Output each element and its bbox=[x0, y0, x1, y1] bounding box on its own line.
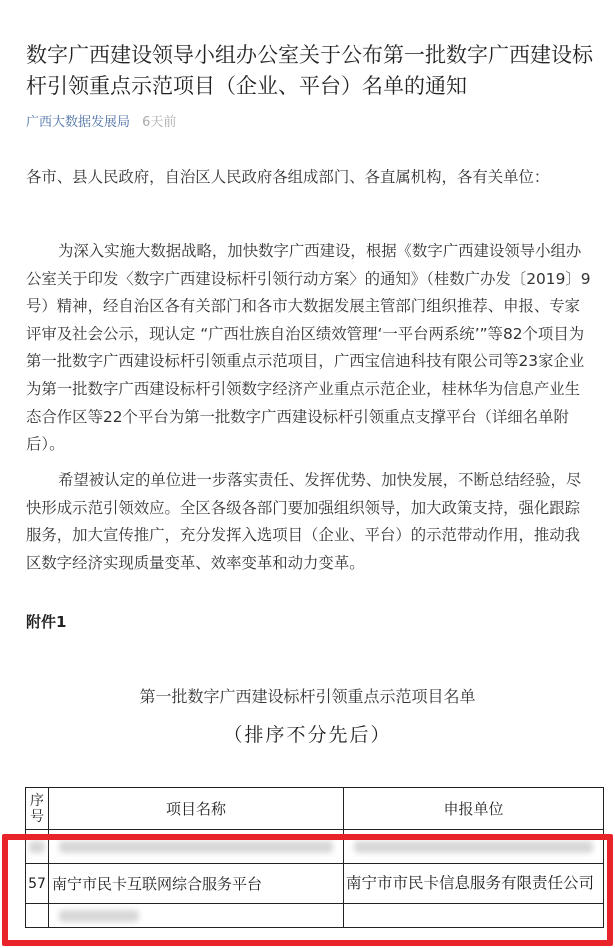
article-title: 数字广西建设领导小组办公室关于公布第一批数字广西建设标杆引领重点示范项目（企业、平台）名单的通知 bbox=[26, 43, 593, 98]
header-no: 序号 bbox=[26, 788, 49, 830]
table-row bbox=[26, 864, 604, 904]
project-table bbox=[25, 787, 603, 928]
table-row-blurred bbox=[26, 904, 604, 928]
attachment-label: 附件1 bbox=[26, 613, 67, 631]
row-no: 57 bbox=[26, 864, 49, 904]
attachment-title: 第一批数字广西建设标杆引领重点示范项目名单 bbox=[139, 687, 476, 706]
paragraph-body: 为深入实施大数据战略，加快数字广西建设，根据《数字广西建设领导小组办公室关于印发〈数字广西建设标杆引领行动方案〉的通知》（桂数广办发〔2019〕9号）精神，经自治区各有关部门和各市大数据发展主管部门组织推荐、申报、专家评审及社会公示，现认定 “广西壮族自治区绩效管理‘一平台两系统’”等82个项目为第一批数字广西建设标杆引领重点示范项目，广西宝信迪科技有限公司等23家企业为第一批数字广西建设标杆引领数字经济产业重点示范企业，桂林华为信息产业生态合作区等22个平台为第一批数字广西建设标杆引领重点支撑平台（详细名单附后）。 bbox=[26, 242, 591, 454]
header-unit: 申报单位 bbox=[344, 788, 604, 830]
table-row-blurred bbox=[26, 830, 604, 864]
header-name: 项目名称 bbox=[49, 788, 344, 830]
blurred-text bbox=[59, 910, 139, 922]
blurred-text bbox=[59, 841, 333, 853]
row-name: 南宁市民卡互联网综合服务平台 bbox=[49, 864, 344, 904]
table-header-row bbox=[26, 788, 604, 830]
row-unit: 南宁市市民卡信息服务有限责任公司 bbox=[344, 864, 604, 904]
article-source[interactable]: 广西大数据发展局 bbox=[26, 115, 131, 130]
attachment-subtitle: （排序不分先后） bbox=[223, 724, 392, 746]
article-meta bbox=[26, 114, 176, 132]
article-time: 6天前 bbox=[142, 115, 177, 130]
paragraph-addressee: 各市、县人民政府，自治区人民政府各组成部门、各直属机构，各有关单位： bbox=[26, 168, 550, 186]
blurred-text bbox=[29, 841, 45, 853]
paragraph-closing: 希望被认定的单位进一步落实责任、发挥优势、加快发展，不断总结经验，尽快形成示范引领效应。全区各级各部门要加强组织领导，加大政策支持，强化跟踪服务，加大宣传推广，充分发挥入选项目（企业、平台）的示范带动作用，推动我区数字经济实现质量变革、效率变革和动力变革。 bbox=[26, 471, 582, 572]
blurred-text bbox=[354, 841, 593, 853]
